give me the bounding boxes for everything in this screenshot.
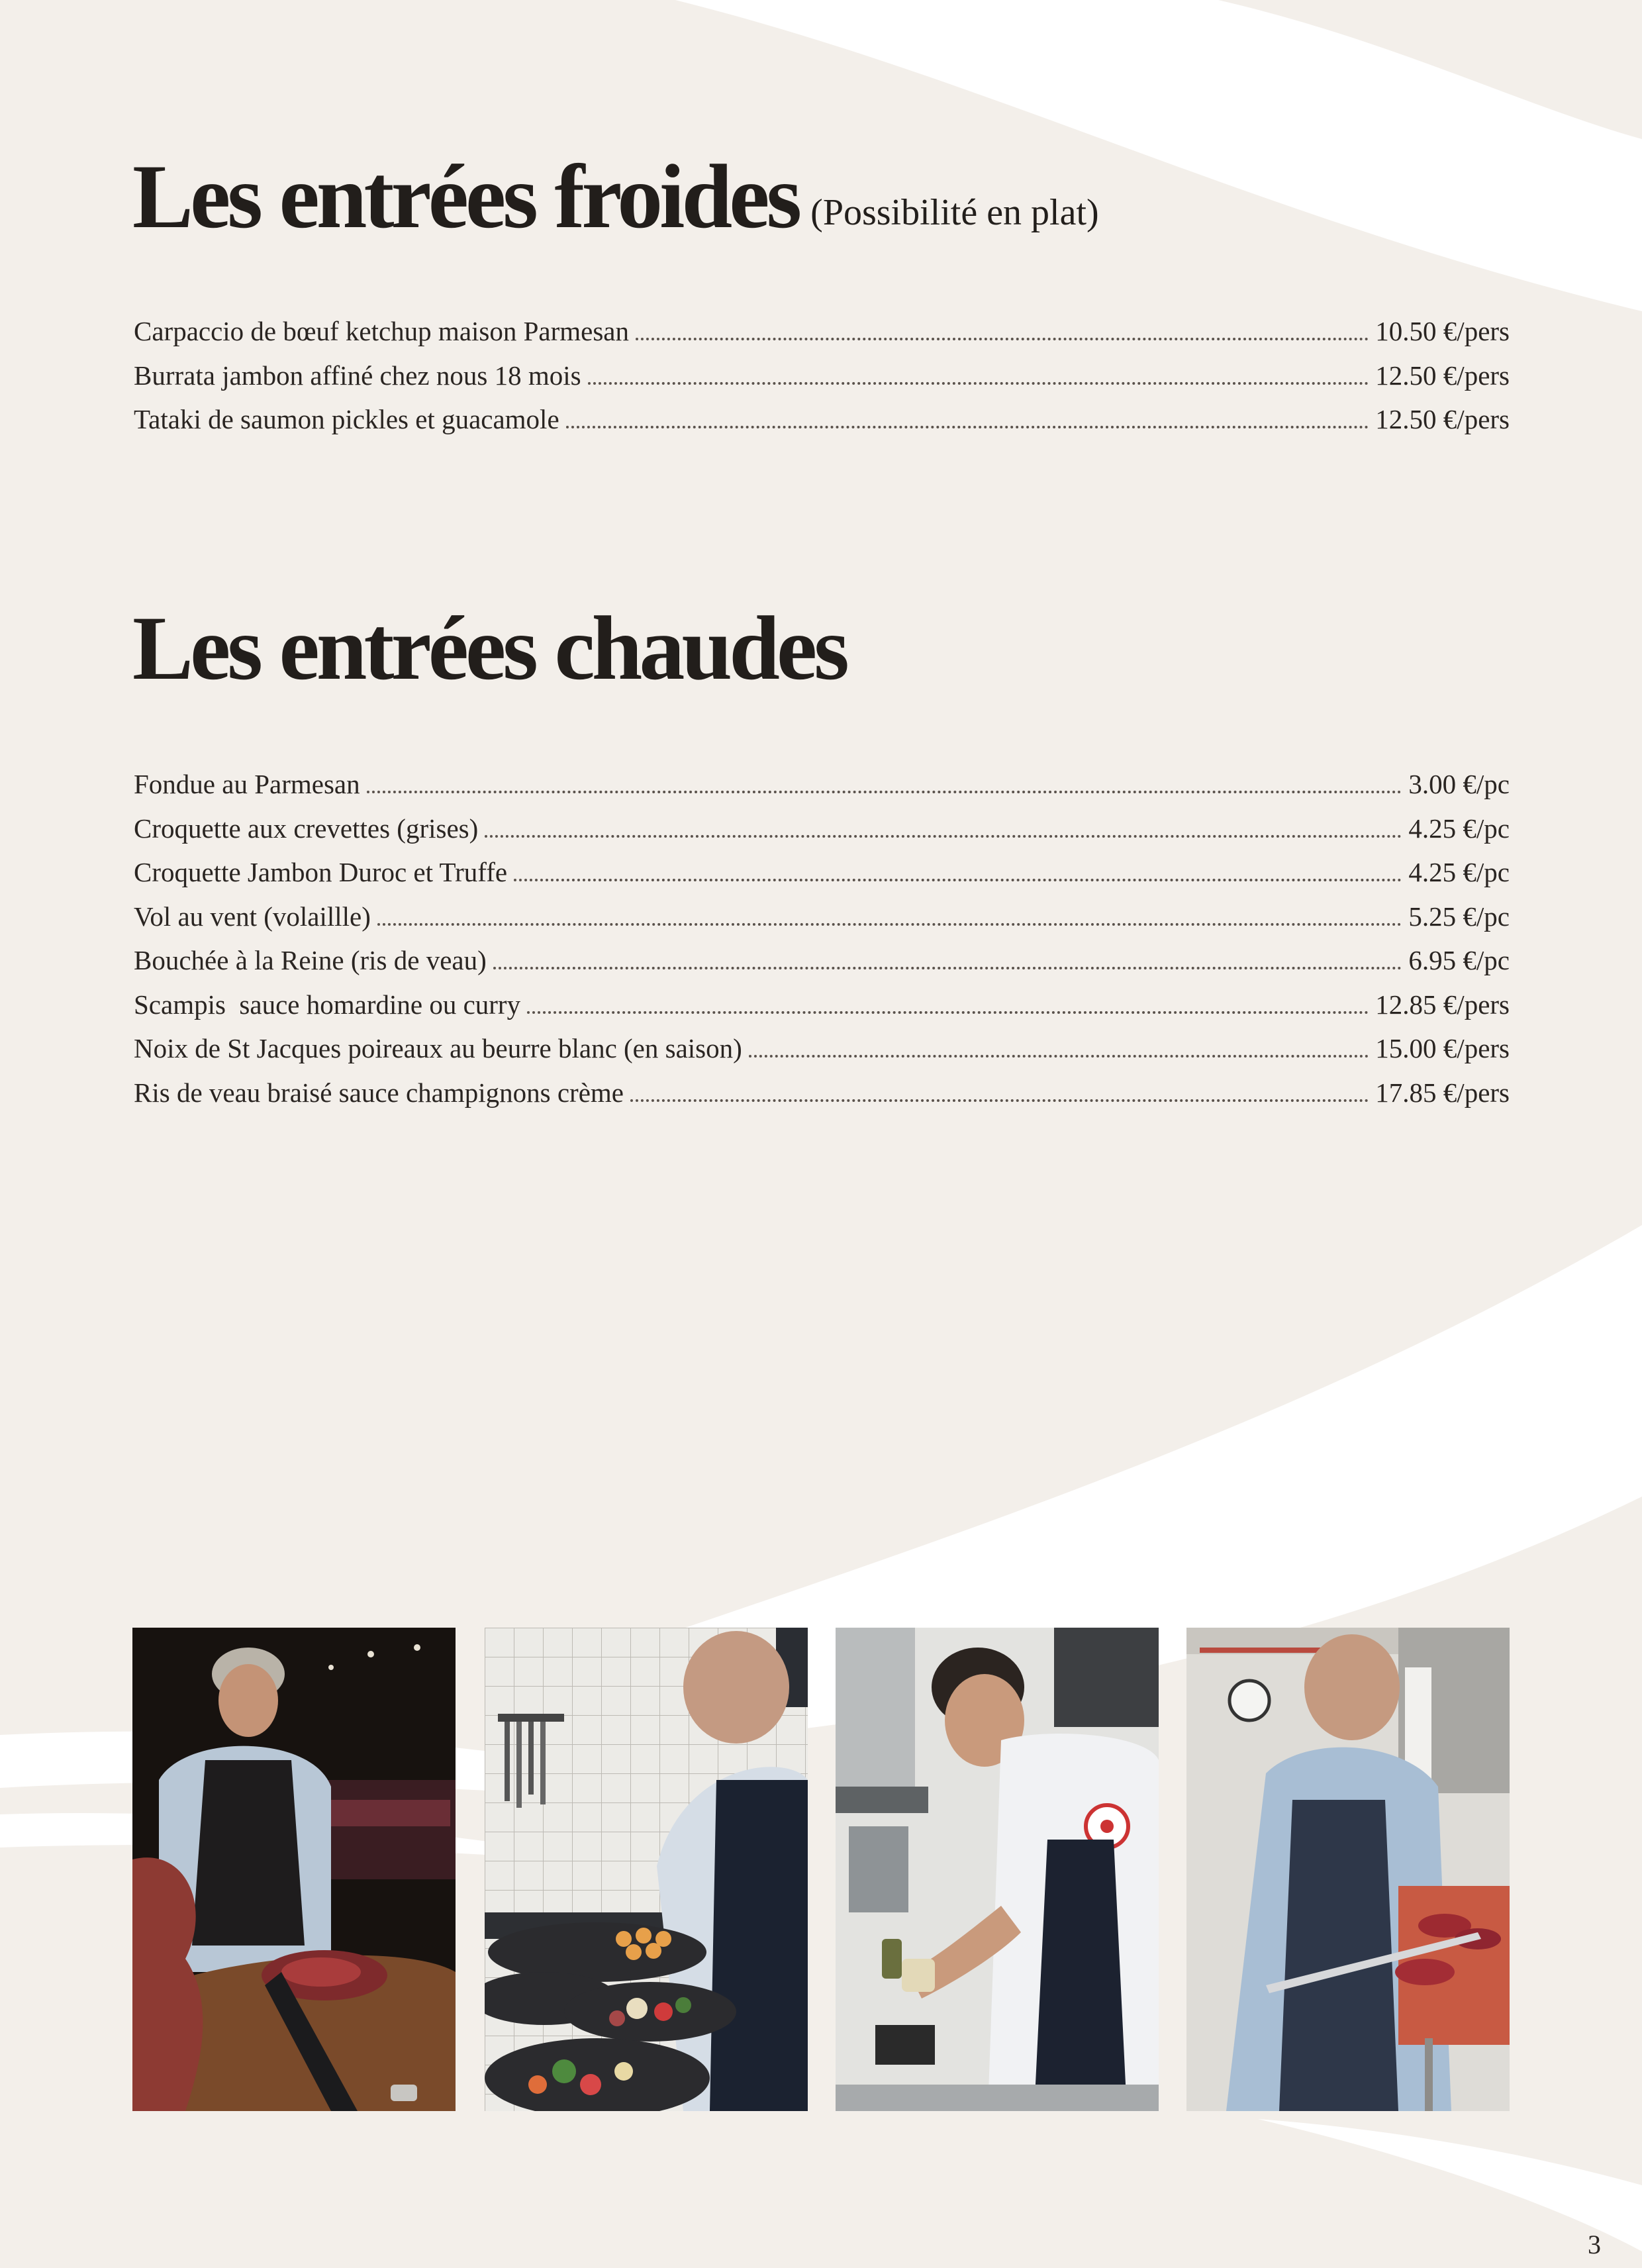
- dish-name: Vol au vent (volaillle): [134, 901, 371, 932]
- menu-list-cold: [134, 307, 1510, 440]
- dot-leader: [566, 395, 1369, 428]
- dish-price: 15.00 €/pers: [1375, 1033, 1510, 1063]
- dish-name: Croquette Jambon Duroc et Truffe: [134, 857, 508, 887]
- menu-item: [134, 1024, 1510, 1069]
- menu-item: [134, 395, 1510, 440]
- dish-name: Croquette aux crevettes (grises): [134, 813, 479, 844]
- dot-leader: [588, 352, 1369, 385]
- menu-item: [134, 1069, 1510, 1113]
- dish-name: Ris de veau braisé sauce champignons crème: [134, 1077, 624, 1108]
- dish-name: Burrata jambon affiné chez nous 18 mois: [134, 360, 581, 391]
- menu-item: [134, 307, 1510, 352]
- dot-leader: [636, 307, 1369, 340]
- dish-name: Fondue au Parmesan: [134, 769, 360, 799]
- menu-item: [134, 848, 1510, 893]
- dish-price: 12.85 €/pers: [1375, 989, 1510, 1020]
- menu-item: [134, 805, 1510, 849]
- menu-item: [134, 760, 1510, 805]
- dish-name: Noix de St Jacques poireaux au beurre blanc (en saison): [134, 1033, 742, 1063]
- dot-leader: [630, 1069, 1369, 1102]
- dish-price: 12.50 €/pers: [1375, 404, 1510, 434]
- menu-item: [134, 936, 1510, 981]
- section-title-cold-starters: [132, 146, 1099, 247]
- dish-price: 3.00 €/pc: [1408, 769, 1510, 799]
- dot-leader: [485, 805, 1402, 838]
- butcher-cutting-steak-photo: [132, 1628, 456, 2111]
- dish-name: Tataki de saumon pickles et guacamole: [134, 404, 559, 434]
- dish-price: 12.50 €/pers: [1375, 360, 1510, 391]
- dot-leader: [367, 760, 1402, 793]
- menu-item: [134, 893, 1510, 937]
- menu-item: [134, 352, 1510, 396]
- dish-price: 4.25 €/pc: [1408, 857, 1510, 887]
- dish-name: Scampis sauce homardine ou curry: [134, 989, 521, 1020]
- dish-name: Bouchée à la Reine (ris de veau): [134, 945, 487, 975]
- dot-leader: [749, 1024, 1369, 1058]
- section-title-text: Les entrées froides: [132, 146, 799, 247]
- dish-price: 10.50 €/pers: [1375, 316, 1510, 346]
- dish-price: 4.25 €/pc: [1408, 813, 1510, 844]
- dot-leader: [493, 936, 1402, 969]
- dot-leader: [527, 981, 1369, 1014]
- section-title-hot-starters: Les entrées chaudes: [132, 597, 846, 699]
- dish-price: 6.95 €/pc: [1408, 945, 1510, 975]
- dish-price: 5.25 €/pc: [1408, 901, 1510, 932]
- dot-leader: [514, 848, 1402, 881]
- dot-leader: [377, 893, 1402, 926]
- menu-item: [134, 981, 1510, 1025]
- butcher-slicing-meat-photo: [1186, 1628, 1510, 2111]
- menu-list-hot: [134, 760, 1510, 1112]
- chef-seasoning-photo: [836, 1628, 1159, 2111]
- dish-price: 17.85 €/pers: [1375, 1077, 1510, 1108]
- section-subtitle: (Possibilité en plat): [810, 192, 1099, 233]
- dish-name: Carpaccio de bœuf ketchup maison Parmesan: [134, 316, 630, 346]
- page-number: 3: [1588, 2230, 1601, 2259]
- chef-preparing-platters-photo: [485, 1628, 808, 2111]
